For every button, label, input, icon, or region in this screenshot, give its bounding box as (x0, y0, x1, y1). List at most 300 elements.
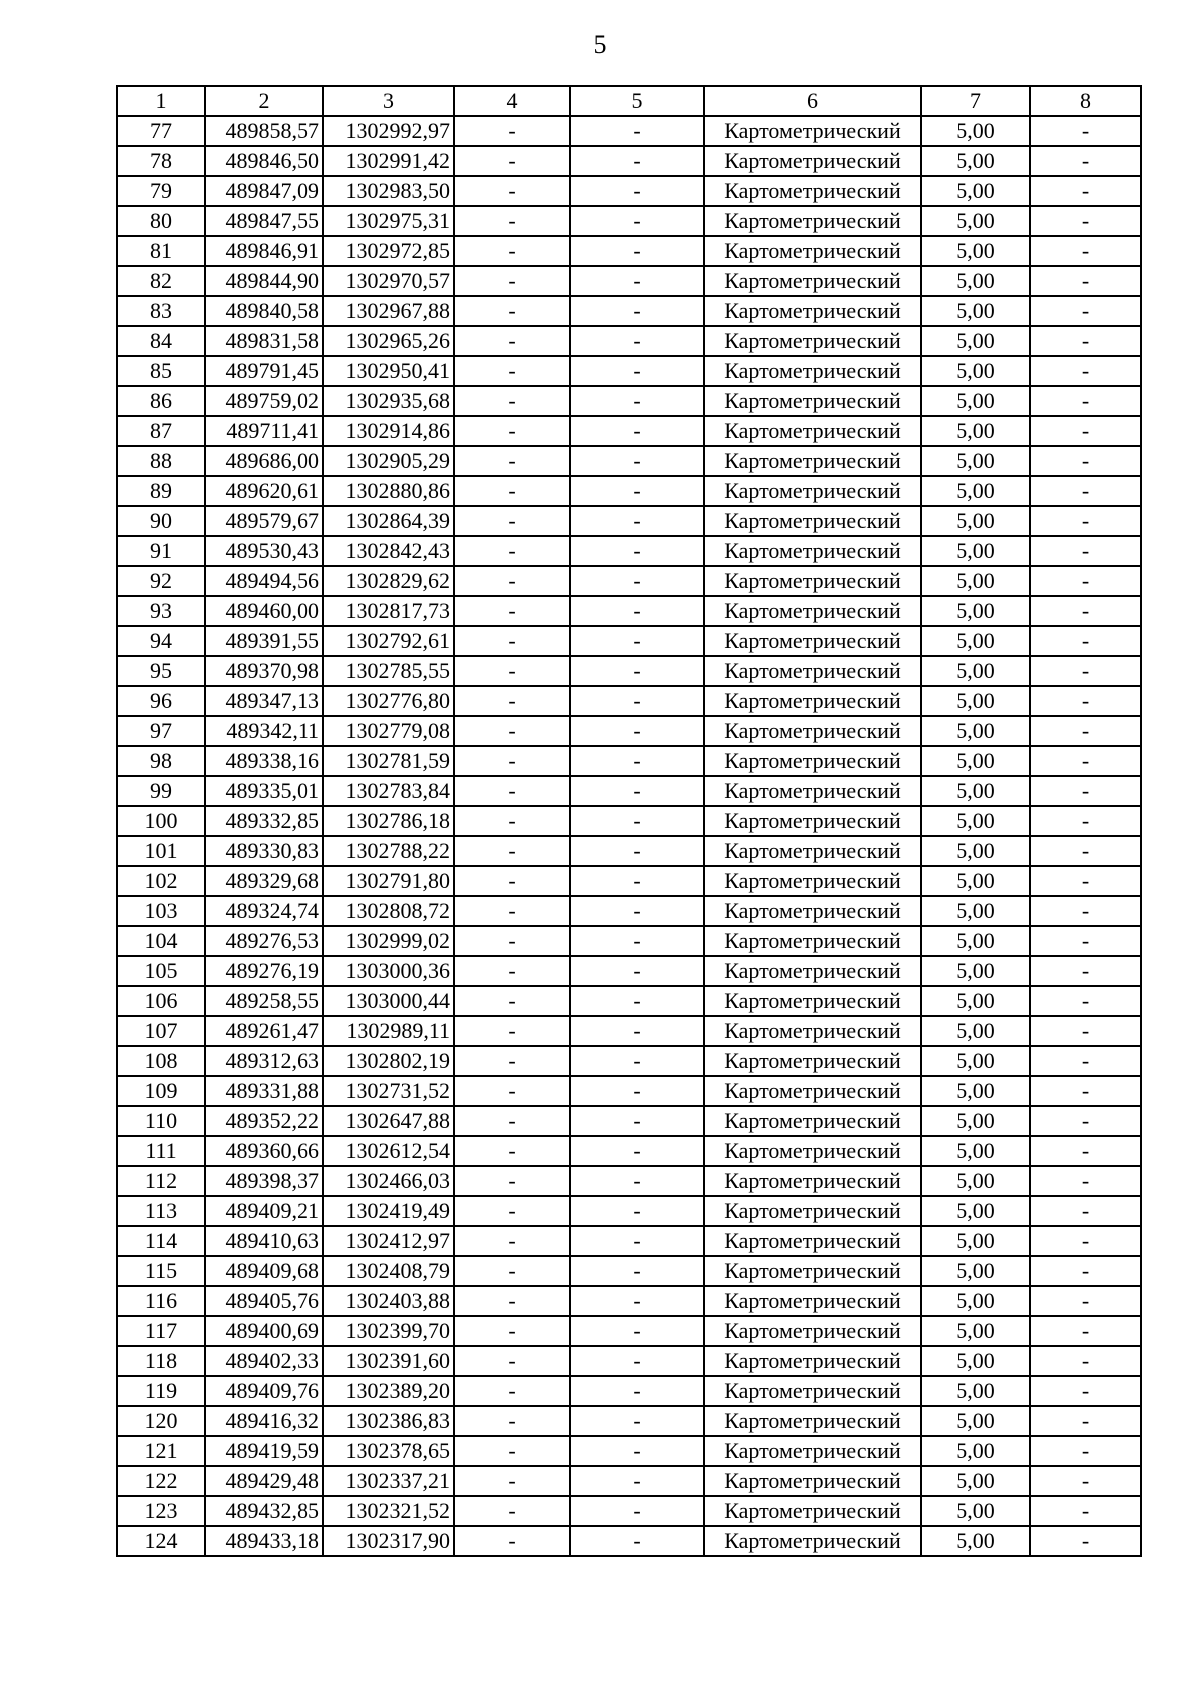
x-coordinate-cell: 489620,61 (205, 476, 323, 506)
y-coordinate-cell: 1302991,42 (323, 146, 454, 176)
column-8-cell: - (1030, 416, 1141, 446)
x-coordinate-cell: 489847,09 (205, 176, 323, 206)
method-cell: Картометрический (704, 1106, 921, 1136)
column-8-cell: - (1030, 266, 1141, 296)
column-5-cell: - (570, 236, 704, 266)
point-number-cell: 85 (117, 356, 205, 386)
accuracy-cell: 5,00 (921, 566, 1030, 596)
accuracy-cell: 5,00 (921, 1076, 1030, 1106)
point-number-cell: 118 (117, 1346, 205, 1376)
column-5-cell: - (570, 686, 704, 716)
accuracy-cell: 5,00 (921, 1196, 1030, 1226)
y-coordinate-cell: 1302389,20 (323, 1376, 454, 1406)
y-coordinate-cell: 1302419,49 (323, 1196, 454, 1226)
y-coordinate-cell: 1302802,19 (323, 1046, 454, 1076)
column-4-cell: - (454, 1106, 570, 1136)
y-coordinate-cell: 1302337,21 (323, 1466, 454, 1496)
x-coordinate-cell: 489276,19 (205, 956, 323, 986)
column-5-cell: - (570, 986, 704, 1016)
table-row (117, 386, 1141, 416)
column-5-cell: - (570, 596, 704, 626)
method-cell: Картометрический (704, 1076, 921, 1106)
table-row (117, 776, 1141, 806)
point-number-cell: 80 (117, 206, 205, 236)
column-5-cell: - (570, 356, 704, 386)
method-cell: Картометрический (704, 326, 921, 356)
y-coordinate-cell: 1302779,08 (323, 716, 454, 746)
y-coordinate-cell: 1302935,68 (323, 386, 454, 416)
column-4-cell: - (454, 176, 570, 206)
method-cell: Картометрический (704, 146, 921, 176)
table-row (117, 1196, 1141, 1226)
point-number-cell: 105 (117, 956, 205, 986)
point-number-cell: 91 (117, 536, 205, 566)
accuracy-cell: 5,00 (921, 446, 1030, 476)
point-number-cell: 79 (117, 176, 205, 206)
column-5-cell: - (570, 776, 704, 806)
column-4-cell: - (454, 506, 570, 536)
column-4-cell: - (454, 1316, 570, 1346)
column-5-cell: - (570, 1256, 704, 1286)
coordinates-table (116, 85, 1142, 1557)
x-coordinate-cell: 489258,55 (205, 986, 323, 1016)
column-5-cell: - (570, 566, 704, 596)
column-8-cell: - (1030, 1106, 1141, 1136)
accuracy-cell: 5,00 (921, 1166, 1030, 1196)
column-4-cell: - (454, 296, 570, 326)
y-coordinate-cell: 1302989,11 (323, 1016, 454, 1046)
y-coordinate-cell: 1302412,97 (323, 1226, 454, 1256)
column-4-cell: - (454, 476, 570, 506)
column-4-cell: - (454, 986, 570, 1016)
y-coordinate-cell: 1302403,88 (323, 1286, 454, 1316)
point-number-cell: 94 (117, 626, 205, 656)
x-coordinate-cell: 489840,58 (205, 296, 323, 326)
x-coordinate-cell: 489370,98 (205, 656, 323, 686)
method-cell: Картометрический (704, 356, 921, 386)
column-5-cell: - (570, 1466, 704, 1496)
column-header: 5 (570, 86, 704, 116)
column-5-cell: - (570, 806, 704, 836)
column-5-cell: - (570, 926, 704, 956)
y-coordinate-cell: 1302647,88 (323, 1106, 454, 1136)
y-coordinate-cell: 1302905,29 (323, 446, 454, 476)
column-5-cell: - (570, 1436, 704, 1466)
column-4-cell: - (454, 776, 570, 806)
accuracy-cell: 5,00 (921, 386, 1030, 416)
column-5-cell: - (570, 1346, 704, 1376)
method-cell: Картометрический (704, 626, 921, 656)
point-number-cell: 92 (117, 566, 205, 596)
column-4-cell: - (454, 656, 570, 686)
column-8-cell: - (1030, 146, 1141, 176)
column-4-cell: - (454, 596, 570, 626)
column-header: 1 (117, 86, 205, 116)
accuracy-cell: 5,00 (921, 746, 1030, 776)
table-row (117, 1286, 1141, 1316)
x-coordinate-cell: 489342,11 (205, 716, 323, 746)
x-coordinate-cell: 489338,16 (205, 746, 323, 776)
column-4-cell: - (454, 716, 570, 746)
column-8-cell: - (1030, 326, 1141, 356)
y-coordinate-cell: 1302466,03 (323, 1166, 454, 1196)
column-4-cell: - (454, 446, 570, 476)
table-row (117, 1226, 1141, 1256)
column-5-cell: - (570, 1286, 704, 1316)
method-cell: Картометрический (704, 1166, 921, 1196)
column-5-cell: - (570, 1316, 704, 1346)
method-cell: Картометрический (704, 776, 921, 806)
point-number-cell: 107 (117, 1016, 205, 1046)
method-cell: Картометрический (704, 1466, 921, 1496)
y-coordinate-cell: 1302975,31 (323, 206, 454, 236)
table-row (117, 1016, 1141, 1046)
x-coordinate-cell: 489409,68 (205, 1256, 323, 1286)
column-5-cell: - (570, 836, 704, 866)
x-coordinate-cell: 489419,59 (205, 1436, 323, 1466)
column-8-cell: - (1030, 836, 1141, 866)
point-number-cell: 108 (117, 1046, 205, 1076)
accuracy-cell: 5,00 (921, 416, 1030, 446)
column-5-cell: - (570, 1226, 704, 1256)
point-number-cell: 102 (117, 866, 205, 896)
accuracy-cell: 5,00 (921, 1466, 1030, 1496)
column-5-cell: - (570, 716, 704, 746)
table-row (117, 266, 1141, 296)
column-4-cell: - (454, 1286, 570, 1316)
accuracy-cell: 5,00 (921, 356, 1030, 386)
x-coordinate-cell: 489759,02 (205, 386, 323, 416)
accuracy-cell: 5,00 (921, 656, 1030, 686)
x-coordinate-cell: 489416,32 (205, 1406, 323, 1436)
table-row (117, 596, 1141, 626)
table-row (117, 1166, 1141, 1196)
column-5-cell: - (570, 446, 704, 476)
y-coordinate-cell: 1303000,36 (323, 956, 454, 986)
accuracy-cell: 5,00 (921, 506, 1030, 536)
column-4-cell: - (454, 236, 570, 266)
x-coordinate-cell: 489312,63 (205, 1046, 323, 1076)
y-coordinate-cell: 1302378,65 (323, 1436, 454, 1466)
accuracy-cell: 5,00 (921, 1376, 1030, 1406)
accuracy-cell: 5,00 (921, 116, 1030, 146)
column-4-cell: - (454, 956, 570, 986)
column-4-cell: - (454, 1406, 570, 1436)
y-coordinate-cell: 1302399,70 (323, 1316, 454, 1346)
accuracy-cell: 5,00 (921, 176, 1030, 206)
column-8-cell: - (1030, 716, 1141, 746)
method-cell: Картометрический (704, 116, 921, 146)
method-cell: Картометрический (704, 836, 921, 866)
x-coordinate-cell: 489409,21 (205, 1196, 323, 1226)
method-cell: Картометрический (704, 1046, 921, 1076)
y-coordinate-cell: 1302992,97 (323, 116, 454, 146)
point-number-cell: 117 (117, 1316, 205, 1346)
point-number-cell: 83 (117, 296, 205, 326)
column-5-cell: - (570, 1016, 704, 1046)
accuracy-cell: 5,00 (921, 1046, 1030, 1076)
table-row (117, 626, 1141, 656)
x-coordinate-cell: 489410,63 (205, 1226, 323, 1256)
accuracy-cell: 5,00 (921, 1226, 1030, 1256)
column-4-cell: - (454, 1166, 570, 1196)
column-4-cell: - (454, 386, 570, 416)
x-coordinate-cell: 489460,00 (205, 596, 323, 626)
table-row (117, 1406, 1141, 1436)
accuracy-cell: 5,00 (921, 476, 1030, 506)
column-4-cell: - (454, 356, 570, 386)
column-8-cell: - (1030, 866, 1141, 896)
table-row (117, 656, 1141, 686)
column-4-cell: - (454, 206, 570, 236)
x-coordinate-cell: 489530,43 (205, 536, 323, 566)
x-coordinate-cell: 489347,13 (205, 686, 323, 716)
method-cell: Картометрический (704, 896, 921, 926)
column-4-cell: - (454, 926, 570, 956)
x-coordinate-cell: 489831,58 (205, 326, 323, 356)
point-number-cell: 96 (117, 686, 205, 716)
column-5-cell: - (570, 1136, 704, 1166)
column-4-cell: - (454, 1376, 570, 1406)
accuracy-cell: 5,00 (921, 266, 1030, 296)
y-coordinate-cell: 1302808,72 (323, 896, 454, 926)
column-8-cell: - (1030, 356, 1141, 386)
point-number-cell: 87 (117, 416, 205, 446)
y-coordinate-cell: 1302783,84 (323, 776, 454, 806)
y-coordinate-cell: 1302864,39 (323, 506, 454, 536)
point-number-cell: 109 (117, 1076, 205, 1106)
method-cell: Картометрический (704, 266, 921, 296)
method-cell: Картометрический (704, 536, 921, 566)
column-5-cell: - (570, 296, 704, 326)
column-4-cell: - (454, 836, 570, 866)
method-cell: Картометрический (704, 1346, 921, 1376)
accuracy-cell: 5,00 (921, 956, 1030, 986)
y-coordinate-cell: 1302612,54 (323, 1136, 454, 1166)
method-cell: Картометрический (704, 1016, 921, 1046)
y-coordinate-cell: 1302776,80 (323, 686, 454, 716)
column-8-cell: - (1030, 116, 1141, 146)
point-number-cell: 120 (117, 1406, 205, 1436)
table-row (117, 206, 1141, 236)
column-5-cell: - (570, 896, 704, 926)
y-coordinate-cell: 1302786,18 (323, 806, 454, 836)
point-number-cell: 119 (117, 1376, 205, 1406)
table-row (117, 446, 1141, 476)
x-coordinate-cell: 489261,47 (205, 1016, 323, 1046)
column-4-cell: - (454, 806, 570, 836)
y-coordinate-cell: 1302880,86 (323, 476, 454, 506)
column-4-cell: - (454, 1436, 570, 1466)
y-coordinate-cell: 1302781,59 (323, 746, 454, 776)
x-coordinate-cell: 489844,90 (205, 266, 323, 296)
method-cell: Картометрический (704, 1436, 921, 1466)
point-number-cell: 104 (117, 926, 205, 956)
column-4-cell: - (454, 1016, 570, 1046)
point-number-cell: 112 (117, 1166, 205, 1196)
column-8-cell: - (1030, 1076, 1141, 1106)
point-number-cell: 103 (117, 896, 205, 926)
method-cell: Картометрический (704, 806, 921, 836)
column-5-cell: - (570, 266, 704, 296)
y-coordinate-cell: 1302731,52 (323, 1076, 454, 1106)
y-coordinate-cell: 1302842,43 (323, 536, 454, 566)
column-5-cell: - (570, 176, 704, 206)
column-5-cell: - (570, 656, 704, 686)
x-coordinate-cell: 489391,55 (205, 626, 323, 656)
x-coordinate-cell: 489494,56 (205, 566, 323, 596)
column-5-cell: - (570, 1406, 704, 1436)
column-4-cell: - (454, 536, 570, 566)
column-5-cell: - (570, 1496, 704, 1526)
column-8-cell: - (1030, 926, 1141, 956)
method-cell: Картометрический (704, 1406, 921, 1436)
column-8-cell: - (1030, 1406, 1141, 1436)
column-5-cell: - (570, 626, 704, 656)
column-4-cell: - (454, 1076, 570, 1106)
y-coordinate-cell: 1302967,88 (323, 296, 454, 326)
column-4-cell: - (454, 266, 570, 296)
table-row (117, 1316, 1141, 1346)
table-row (117, 686, 1141, 716)
table-row (117, 416, 1141, 446)
accuracy-cell: 5,00 (921, 1346, 1030, 1376)
method-cell: Картометрический (704, 206, 921, 236)
column-8-cell: - (1030, 956, 1141, 986)
y-coordinate-cell: 1302785,55 (323, 656, 454, 686)
accuracy-cell: 5,00 (921, 866, 1030, 896)
column-header: 2 (205, 86, 323, 116)
column-4-cell: - (454, 866, 570, 896)
method-cell: Картометрический (704, 956, 921, 986)
column-header: 4 (454, 86, 570, 116)
x-coordinate-cell: 489846,91 (205, 236, 323, 266)
table-row (117, 1346, 1141, 1376)
column-4-cell: - (454, 1496, 570, 1526)
method-cell: Картометрический (704, 566, 921, 596)
method-cell: Картометрический (704, 446, 921, 476)
accuracy-cell: 5,00 (921, 326, 1030, 356)
accuracy-cell: 5,00 (921, 1256, 1030, 1286)
table-row (117, 956, 1141, 986)
column-8-cell: - (1030, 596, 1141, 626)
column-5-cell: - (570, 1526, 704, 1556)
table-row (117, 1526, 1141, 1556)
column-8-cell: - (1030, 236, 1141, 266)
y-coordinate-cell: 1302408,79 (323, 1256, 454, 1286)
method-cell: Картометрический (704, 1226, 921, 1256)
x-coordinate-cell: 489579,67 (205, 506, 323, 536)
x-coordinate-cell: 489332,85 (205, 806, 323, 836)
column-8-cell: - (1030, 1436, 1141, 1466)
column-4-cell: - (454, 1526, 570, 1556)
method-cell: Картометрический (704, 506, 921, 536)
x-coordinate-cell: 489433,18 (205, 1526, 323, 1556)
column-5-cell: - (570, 206, 704, 236)
table-row (117, 1496, 1141, 1526)
method-cell: Картометрический (704, 1316, 921, 1346)
point-number-cell: 124 (117, 1526, 205, 1556)
method-cell: Картометрический (704, 1376, 921, 1406)
column-5-cell: - (570, 116, 704, 146)
accuracy-cell: 5,00 (921, 146, 1030, 176)
method-cell: Картометрический (704, 596, 921, 626)
table-row (117, 1136, 1141, 1166)
column-5-cell: - (570, 1376, 704, 1406)
method-cell: Картометрический (704, 686, 921, 716)
column-5-cell: - (570, 866, 704, 896)
y-coordinate-cell: 1302791,80 (323, 866, 454, 896)
column-8-cell: - (1030, 806, 1141, 836)
column-4-cell: - (454, 626, 570, 656)
column-4-cell: - (454, 416, 570, 446)
column-8-cell: - (1030, 506, 1141, 536)
accuracy-cell: 5,00 (921, 926, 1030, 956)
column-8-cell: - (1030, 176, 1141, 206)
method-cell: Картометрический (704, 1286, 921, 1316)
method-cell: Картометрический (704, 656, 921, 686)
column-8-cell: - (1030, 1256, 1141, 1286)
x-coordinate-cell: 489711,41 (205, 416, 323, 446)
x-coordinate-cell: 489791,45 (205, 356, 323, 386)
column-4-cell: - (454, 326, 570, 356)
y-coordinate-cell: 1302321,52 (323, 1496, 454, 1526)
point-number-cell: 78 (117, 146, 205, 176)
table-row (117, 146, 1141, 176)
y-coordinate-cell: 1302972,85 (323, 236, 454, 266)
column-4-cell: - (454, 1136, 570, 1166)
column-4-cell: - (454, 896, 570, 926)
table-row (117, 1076, 1141, 1106)
point-number-cell: 93 (117, 596, 205, 626)
table-row (117, 896, 1141, 926)
point-number-cell: 111 (117, 1136, 205, 1166)
accuracy-cell: 5,00 (921, 296, 1030, 326)
column-8-cell: - (1030, 1376, 1141, 1406)
y-coordinate-cell: 1302950,41 (323, 356, 454, 386)
column-8-cell: - (1030, 746, 1141, 776)
x-coordinate-cell: 489846,50 (205, 146, 323, 176)
column-8-cell: - (1030, 1496, 1141, 1526)
accuracy-cell: 5,00 (921, 536, 1030, 566)
accuracy-cell: 5,00 (921, 236, 1030, 266)
method-cell: Картометрический (704, 386, 921, 416)
y-coordinate-cell: 1303000,44 (323, 986, 454, 1016)
method-cell: Картометрический (704, 1196, 921, 1226)
method-cell: Картометрический (704, 1256, 921, 1286)
method-cell: Картометрический (704, 236, 921, 266)
method-cell: Картометрический (704, 1136, 921, 1166)
column-5-cell: - (570, 956, 704, 986)
method-cell: Картометрический (704, 716, 921, 746)
point-number-cell: 110 (117, 1106, 205, 1136)
point-number-cell: 81 (117, 236, 205, 266)
point-number-cell: 116 (117, 1286, 205, 1316)
accuracy-cell: 5,00 (921, 1316, 1030, 1346)
column-5-cell: - (570, 146, 704, 176)
column-8-cell: - (1030, 1046, 1141, 1076)
point-number-cell: 99 (117, 776, 205, 806)
point-number-cell: 106 (117, 986, 205, 1016)
column-8-cell: - (1030, 1316, 1141, 1346)
column-8-cell: - (1030, 446, 1141, 476)
method-cell: Картометрический (704, 1526, 921, 1556)
accuracy-cell: 5,00 (921, 896, 1030, 926)
column-8-cell: - (1030, 1136, 1141, 1166)
method-cell: Картометрический (704, 926, 921, 956)
accuracy-cell: 5,00 (921, 716, 1030, 746)
table-row (117, 506, 1141, 536)
